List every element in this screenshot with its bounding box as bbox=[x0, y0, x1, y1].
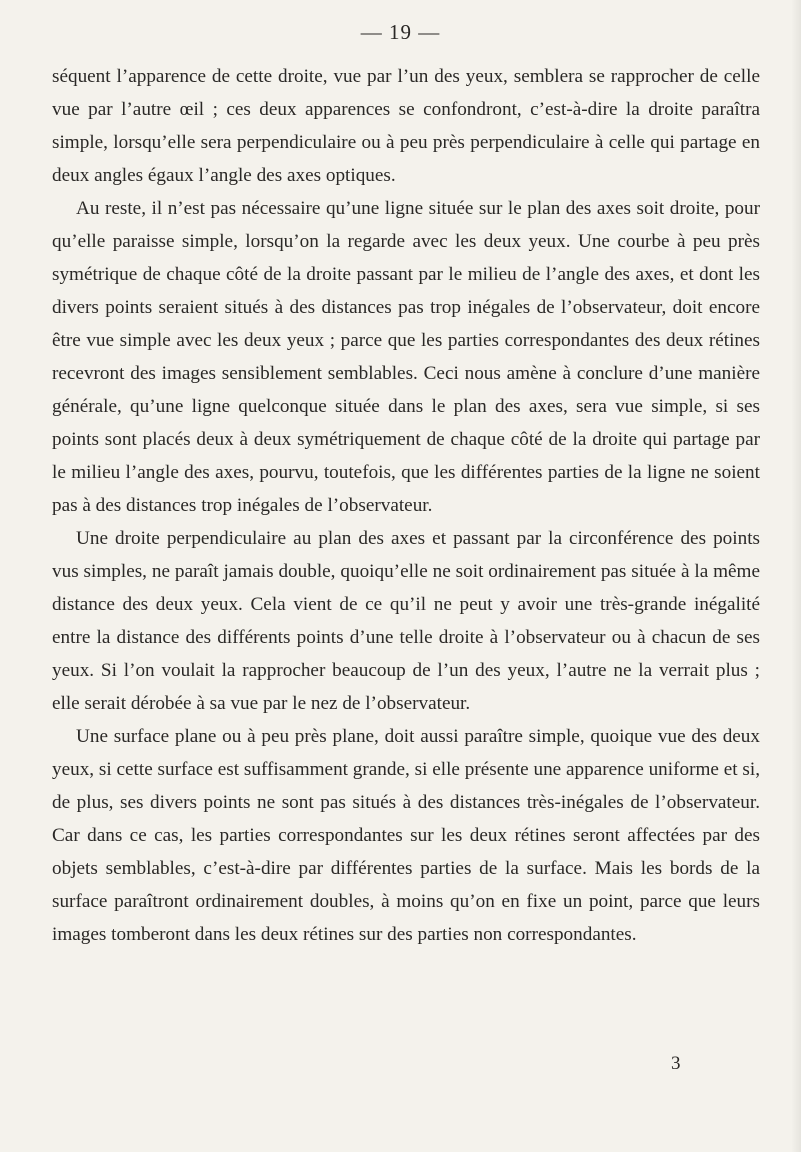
body-text bbox=[52, 60, 760, 951]
signature-mark: 3 bbox=[671, 1053, 681, 1074]
paragraph-continuation: séquent l’apparence de cette droite, vue par l’un des yeux, semblera se rapprocher de celle vue par l’autre œil ; ces deux apparences se confondront, c’est-à-dire la droite paraîtra simple, lorsqu’elle sera perpendiculaire ou à peu près perpendiculaire à celle qui partage en deux angles égaux l’angle des axes optiques. bbox=[52, 66, 760, 186]
running-head-page-number: — 19 — bbox=[360, 20, 441, 44]
page-edge-shadow bbox=[791, 0, 801, 1152]
paragraph-curve-symmetric: Au reste, il n’est pas nécessaire qu’une ligne située sur le plan des axes soit droite, pour qu’elle paraisse simple, lorsqu’on la regarde avec les deux yeux. Une courbe à peu près symétrique de chaque côté de la droite passant par le milieu de l’angle des axes, et dont les divers points seraient situés à des distances pas trop inégales de l’observateur, doit encore être vue simple avec les deux yeux ; parce que les parties correspondantes des deux rétines recevront des images sensiblement semblables. Ceci nous amène à conclure d’une manière générale, qu’une ligne quelconque située dans le plan des axes, sera vue simple, si ses points sont placés deux à deux symétriquement de chaque côté de la droite qui partage par le milieu l’angle des axes, pourvu, toutefois, que les différentes parties de la ligne ne soient pas à des distances trop inégales de l’observateur. bbox=[52, 198, 760, 516]
paragraph-plane-surface: Une surface plane ou à peu près plane, doit aussi paraître simple, quoique vue des deux yeux, si cette surface est suffisamment grande, si elle présente une apparence uniforme et si, de plus, ses divers points ne sont pas situés à des distances très-inégales de l’observateur. Car dans ce cas, les parties correspondantes sur les deux rétines seront affectées par des objets semblables, c’est-à-dire par différentes parties de la surface. Mais les bords de la surface paraîtront ordinairement doubles, à moins qu’on en fixe un point, parce que leurs images tomberont dans les deux rétines sur des parties non correspondantes. bbox=[52, 726, 760, 945]
paragraph-perpendicular-line: Une droite perpendiculaire au plan des axes et passant par la circonférence des points vus simples, ne paraît jamais double, quoiqu’elle ne soit ordinairement pas située à la même distance des deux yeux. Cela vient de ce qu’il ne peut y avoir une très-grande inégalité entre la distance des différents points d’une telle droite à l’observateur ou à chacun de ses yeux. Si l’on voulait la rapprocher beaucoup de l’un des yeux, l’autre ne la verrait plus ; elle serait dérobée à sa vue par le nez de l’observateur. bbox=[52, 528, 760, 714]
